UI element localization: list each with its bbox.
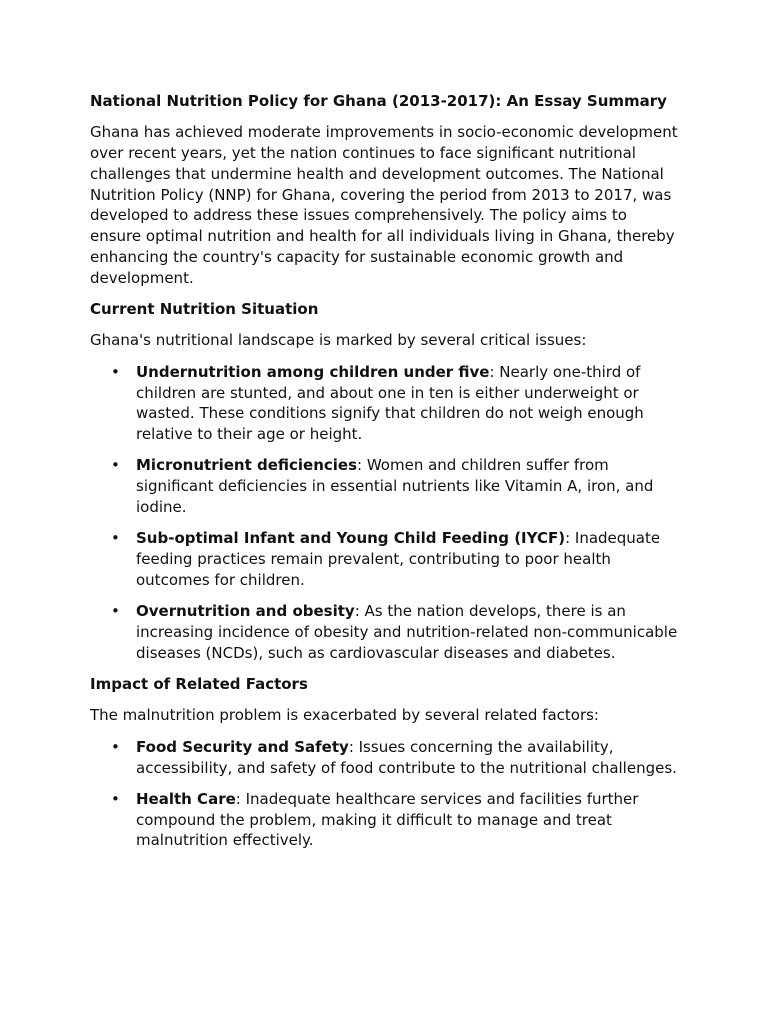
list-item-term: Overnutrition and obesity [136,602,355,621]
bullet-icon: • [111,789,120,808]
bullet-icon: • [111,737,120,756]
list-item-text: : Nearly one-third of children are stunted, and about one in ten is either underweight or wasted. These conditions signify that children do not weigh enough relative to their age or height. [136,362,644,444]
section-heading-related-factors: Impact of Related Factors [90,675,308,694]
list-item-term: Health Care [136,789,236,808]
intro-paragraph: Ghana has achieved moderate improvements in socio-economic development over recent years, yet the nation continues to face significant nutritional challenges that undermine health and development outcomes. The National Nutrition Policy (NNP) for Ghana, covering the period from 2013 to 2017, was developed to address these issues comprehensively. The policy aims to ensure optimal nutrition and health for all individuals living in Ghana, thereby enhancing the country's capacity for sustainable economic growth and development. [90,123,678,287]
list-item-term: Food Security and Safety [136,737,349,756]
list-item [90,601,680,663]
list-item [90,362,680,445]
bullet-icon: • [111,456,120,475]
bullet-icon: • [111,602,120,621]
bullet-icon: • [111,529,120,548]
list-item-text: : As the nation develops, there is an increasing incidence of obesity and nutrition-related non-communicable diseases (NCDs), such as cardiovascular diseases and diabetes. [136,602,678,662]
document-title: National Nutrition Policy for Ghana (2013-2017): An Essay Summary [90,92,667,110]
list-item-text: : Women and children suffer from significant deficiencies in essential nutrients like Vitamin A, iron, and iodine. [136,456,654,517]
list-item [90,737,680,779]
list-item-term: Undernutrition among children under five [136,362,490,381]
list-item-text: : Inadequate feeding practices remain prevalent, contributing to poor health outcomes for children. [136,529,661,589]
list-item [90,455,680,517]
document-page [90,91,680,862]
section-lead-related-factors: The malnutrition problem is exacerbated by several related factors: [90,706,599,725]
list-item [90,789,680,851]
bullet-list-related-factors [90,737,680,851]
bullet-list-nutrition-situation [90,362,680,664]
section-heading-nutrition-situation: Current Nutrition Situation [90,300,319,319]
list-item [90,528,680,590]
list-item-text: : Inadequate healthcare services and facilities further compound the problem, making it difficult to manage and treat malnutrition effectively. [136,789,639,850]
section-lead-nutrition-situation: Ghana's nutritional landscape is marked by several critical issues: [90,331,587,350]
list-item-term: Micronutrient deficiencies [136,456,358,475]
bullet-icon: • [111,362,120,381]
list-item-term: Sub-optimal Infant and Young Child Feeding (IYCF) [136,529,566,548]
list-item-text: : Issues concerning the availability, accessibility, and safety of food contribute to the nutritional challenges. [136,737,677,777]
